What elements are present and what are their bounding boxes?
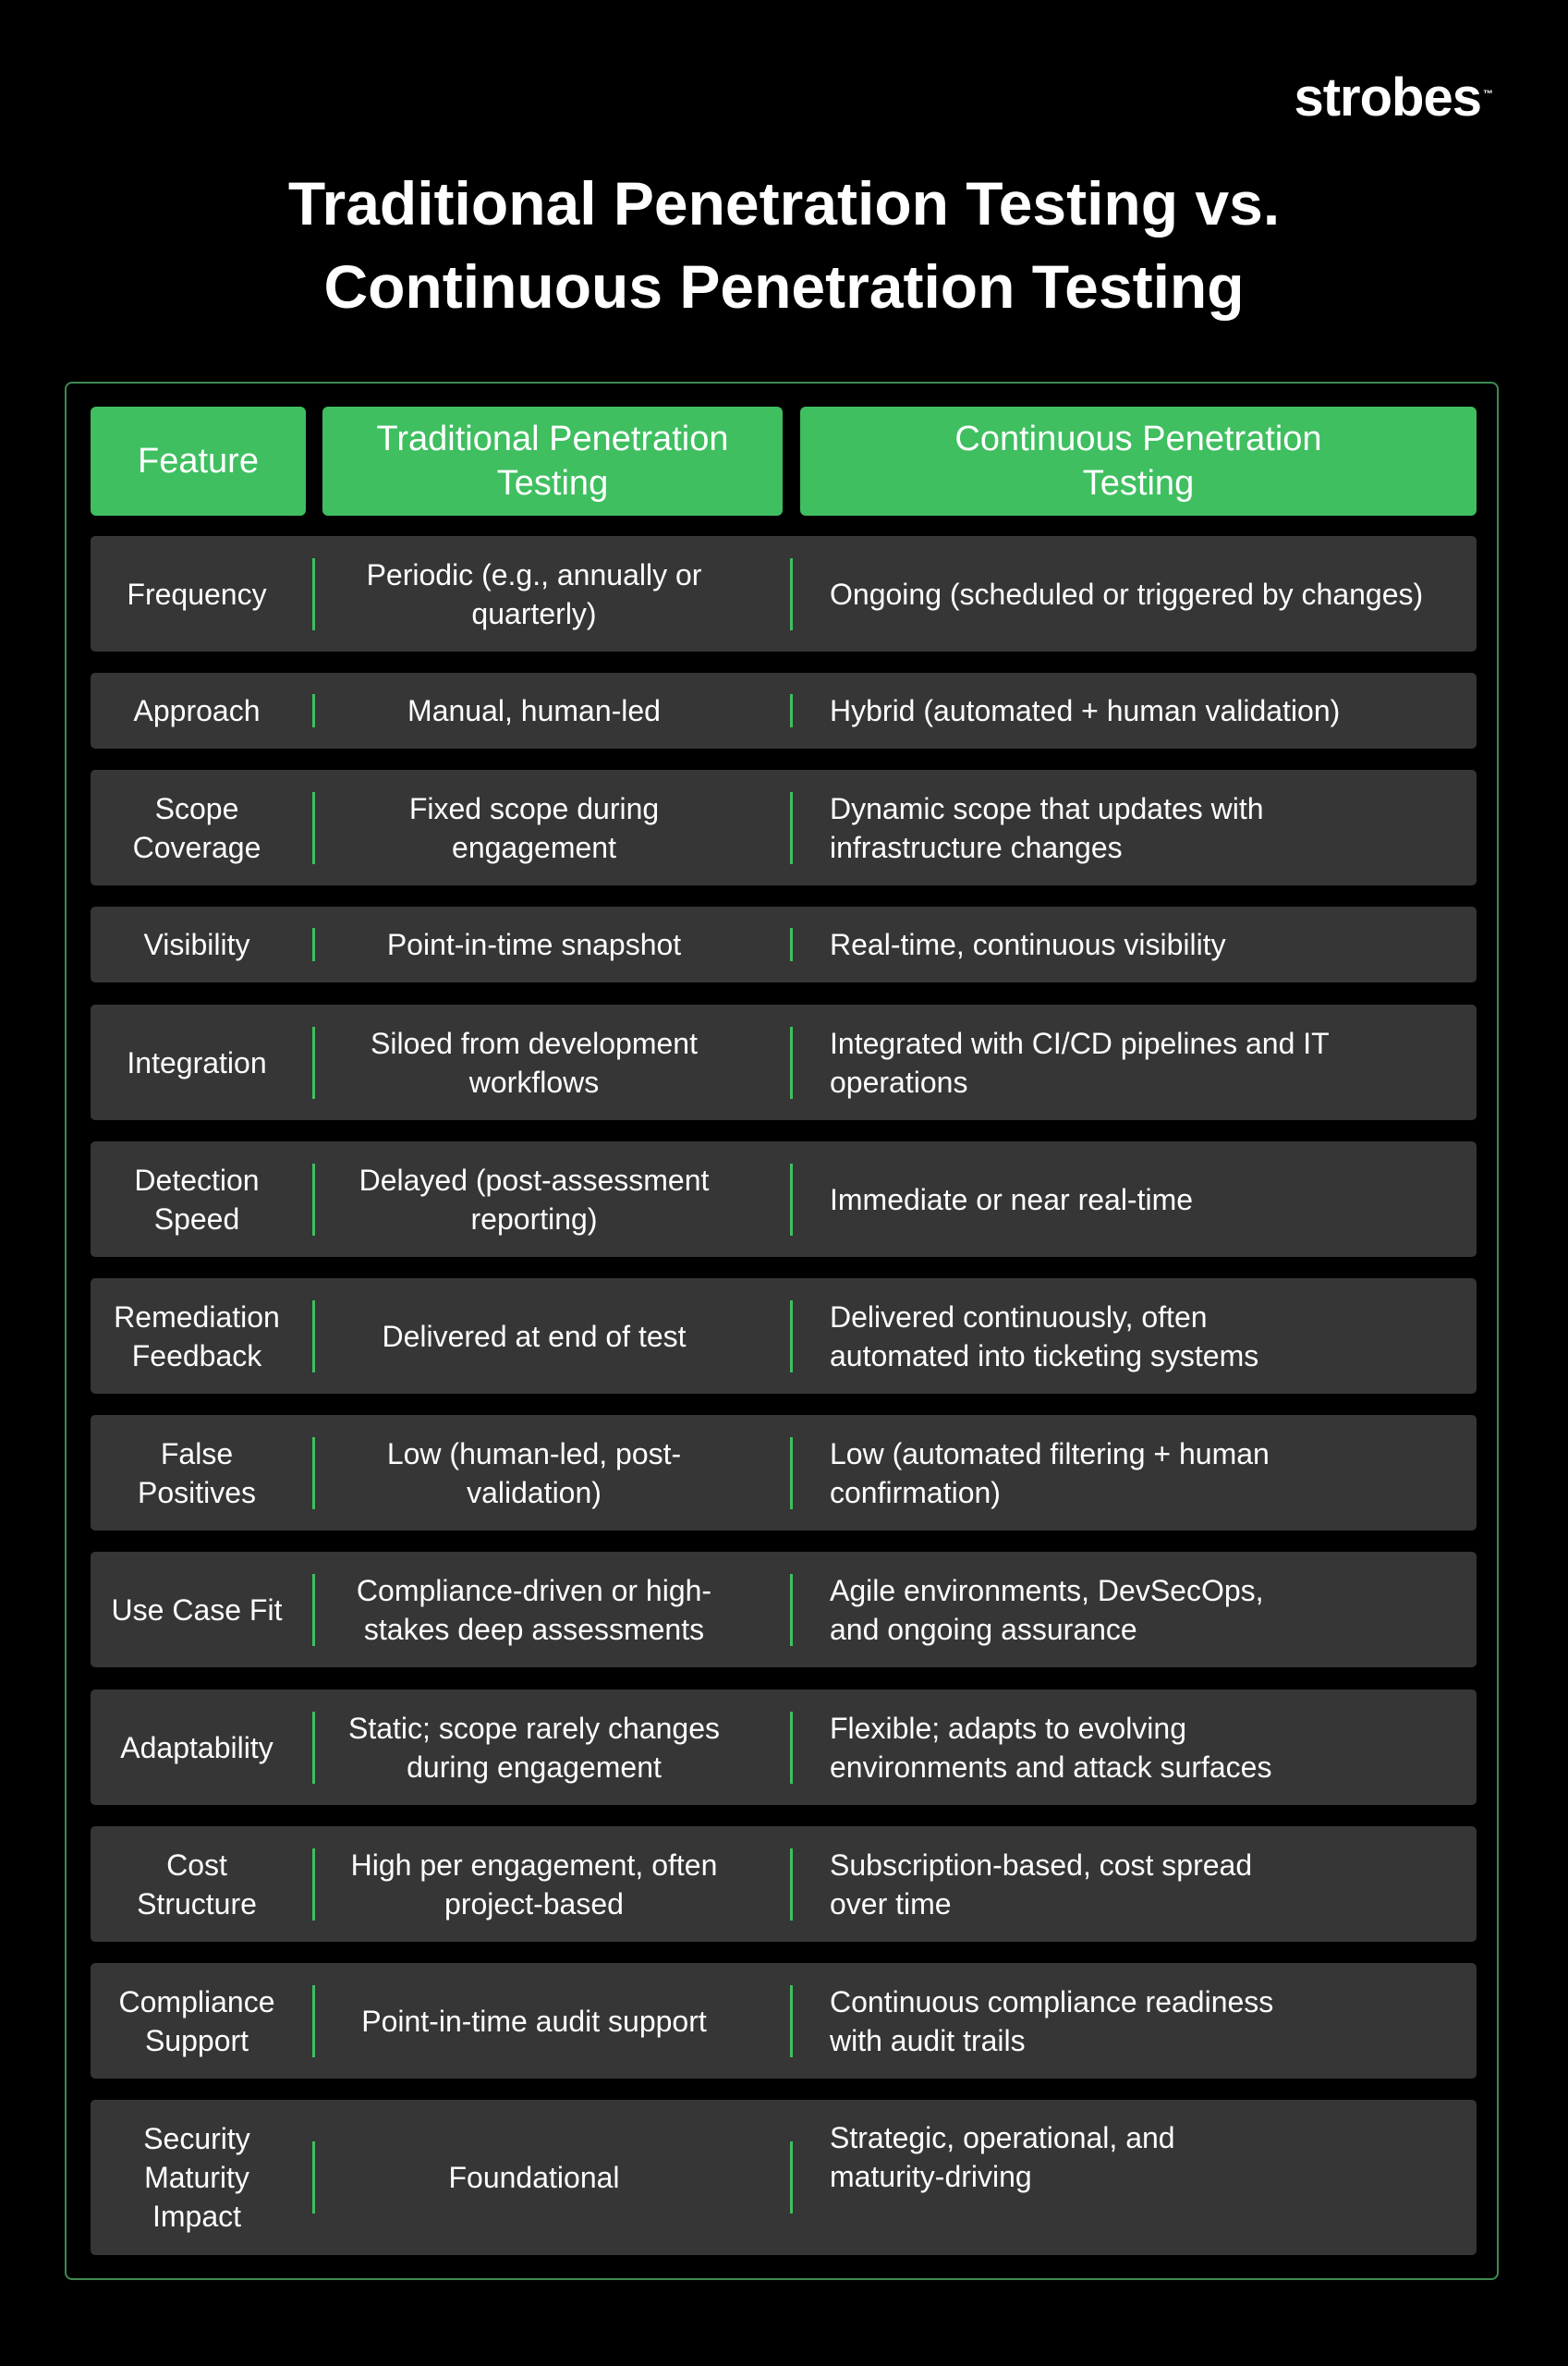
feature-cell: Use Case Fit <box>111 1592 283 1627</box>
table-row <box>91 1141 1477 1257</box>
column-divider <box>790 792 793 864</box>
page-title <box>0 162 1568 328</box>
table-row <box>91 1415 1477 1531</box>
table-row <box>91 1552 1477 1667</box>
column-divider <box>790 928 793 961</box>
column-divider <box>790 558 793 630</box>
continuous-cell: Integrated with CI/CD pipelines and IT operations <box>830 1026 1330 1099</box>
continuous-cell: Strategic, operational, and maturity-driving <box>830 2121 1175 2193</box>
header-feature: Feature <box>91 407 306 516</box>
column-divider <box>790 1712 793 1784</box>
feature-cell: Cost Structure <box>137 1848 257 1921</box>
column-divider <box>790 1437 793 1509</box>
traditional-cell: Siloed from development workflows <box>371 1026 698 1099</box>
header-continuous: Continuous Penetration Testing <box>800 407 1477 516</box>
column-divider <box>790 1574 793 1646</box>
table-row <box>91 2100 1477 2255</box>
table-row <box>91 1963 1477 2079</box>
traditional-cell: Low (human-led, post-validation) <box>386 1436 682 1509</box>
header-traditional: Traditional Penetration Testing <box>322 407 783 516</box>
table-row <box>91 1689 1477 1805</box>
feature-cell: Integration <box>127 1045 267 1079</box>
continuous-cell: Low (automated filtering + human confirmation) <box>830 1436 1270 1509</box>
continuous-cell: Immediate or near real-time <box>830 1182 1194 1216</box>
page-title-line-2: Continuous Penetration Testing <box>323 252 1245 321</box>
table-row <box>91 1278 1477 1394</box>
strobes-logo: strobes ™ <box>1294 67 1492 128</box>
feature-cell: Frequency <box>127 577 267 611</box>
continuous-cell: Real-time, continuous visibility <box>830 928 1226 961</box>
continuous-cell: Agile environments, DevSecOps, and ongoing assurance <box>830 1573 1264 1646</box>
traditional-cell: Point-in-time audit support <box>361 2004 707 2038</box>
feature-cell: Adaptability <box>120 1730 273 1764</box>
column-divider <box>790 1300 793 1372</box>
feature-cell: Scope Coverage <box>132 791 261 864</box>
traditional-cell: Fixed scope during engagement <box>408 791 660 864</box>
page-title-line-1: Traditional Penetration Testing vs. <box>287 169 1281 238</box>
column-divider <box>790 694 793 727</box>
continuous-cell: Dynamic scope that updates with infrastructure changes <box>830 791 1264 864</box>
table-row <box>91 536 1477 652</box>
feature-cell: Compliance Support <box>118 1984 275 2057</box>
feature-cell: False Positives <box>137 1436 257 1509</box>
feature-cell: Security Maturity Impact <box>143 2122 250 2233</box>
traditional-cell: Foundational <box>448 2161 620 2194</box>
column-divider <box>790 1848 793 1921</box>
traditional-cell: Delayed (post-assessment reporting) <box>359 1163 710 1236</box>
continuous-cell: Ongoing (scheduled or triggered by changes) <box>830 577 1424 611</box>
table-row <box>91 770 1477 885</box>
continuous-cell: Delivered continuously, often automated into ticketing systems <box>830 1299 1259 1372</box>
column-divider <box>790 1027 793 1099</box>
traditional-cell: High per engagement, often project-based <box>350 1848 718 1921</box>
table-row <box>91 1826 1477 1942</box>
feature-cell: Detection Speed <box>134 1163 260 1236</box>
traditional-cell: Periodic (e.g., annually or quarterly) <box>366 557 702 630</box>
continuous-cell: Continuous compliance readiness with audit trails <box>830 1984 1274 2057</box>
traditional-cell: Point-in-time snapshot <box>386 928 682 961</box>
column-divider <box>790 1985 793 2057</box>
feature-cell: Remediation Feedback <box>114 1299 280 1372</box>
traditional-cell: Static; scope rarely changes during engagement <box>348 1711 720 1784</box>
continuous-cell: Flexible; adapts to evolving environments and attack surfaces <box>830 1711 1272 1784</box>
continuous-cell: Subscription-based, cost spread over time <box>830 1848 1253 1921</box>
feature-cell: Visibility <box>143 928 250 961</box>
table-row <box>91 1005 1477 1120</box>
feature-cell: Approach <box>133 694 261 727</box>
traditional-cell: Delivered at end of test <box>382 1319 687 1353</box>
column-divider <box>790 2141 793 2214</box>
traditional-cell: Compliance-driven or high-stakes deep assessments <box>356 1573 712 1646</box>
continuous-cell: Hybrid (automated + human validation) <box>830 694 1341 727</box>
column-divider <box>790 1164 793 1236</box>
table-row <box>91 673 1477 749</box>
table-row <box>91 907 1477 982</box>
traditional-cell: Manual, human-led <box>407 694 661 727</box>
